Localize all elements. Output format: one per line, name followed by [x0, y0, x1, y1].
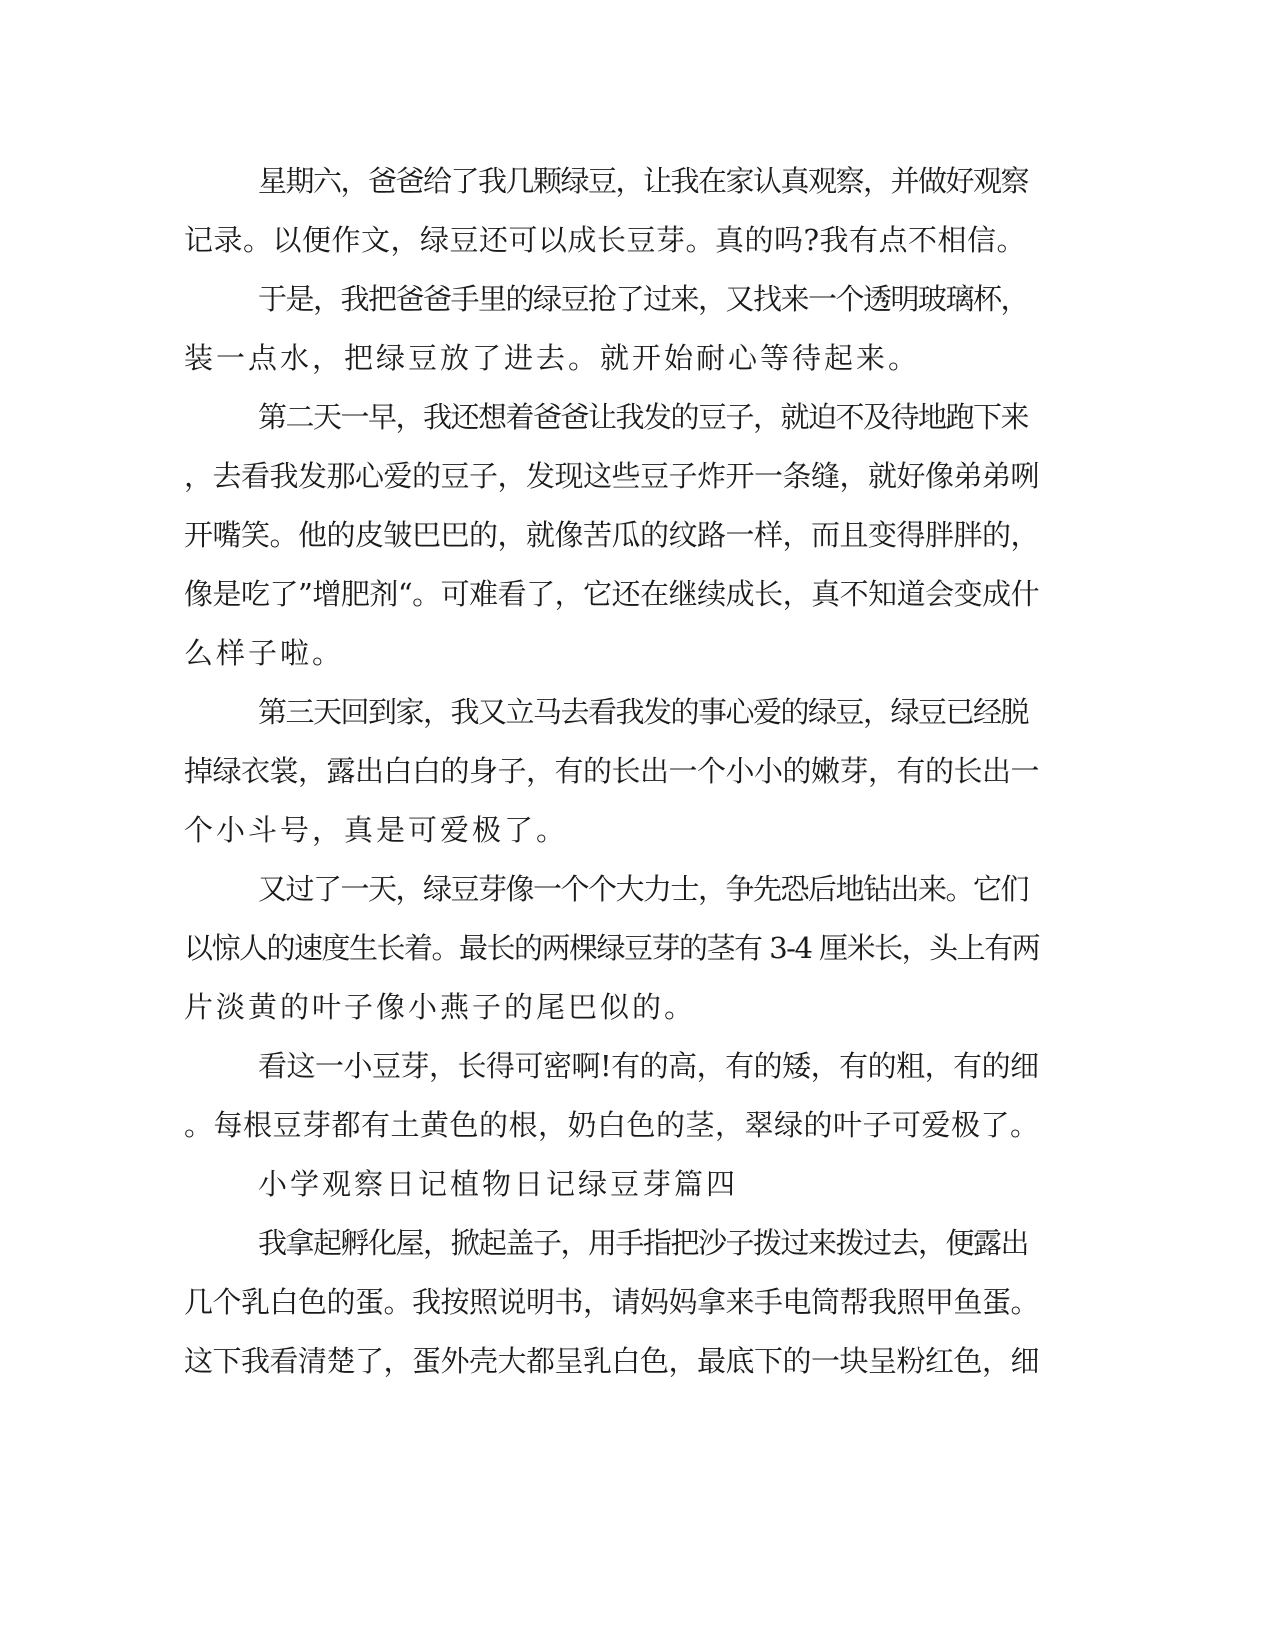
paragraph-line: 记录。以便作文，绿豆还可以成长豆芽。真的吗?我有点不相信。	[184, 223, 1027, 257]
paragraph-line: 第二天一早，我还想着爸爸让我发的豆子，就迫不及待地跑下来	[258, 400, 1029, 434]
paragraph-line: 看这一小豆芽，长得可密啊!有的高，有的矮，有的粗，有的细	[258, 1049, 1039, 1083]
paragraph-line: 。每根豆芽都有土黄色的根，奶白色的茎，翠绿的叶子可爱极了。	[184, 1108, 1040, 1142]
paragraph-line: 装一点水，把绿豆放了进去。就开始耐心等待起来。	[184, 341, 921, 375]
paragraph-line: 像是吃了”增肥剂“。可难看了，它还在继续成长，真不知道会变成什	[184, 577, 1040, 611]
paragraph-line: 么样子啦。	[184, 636, 345, 670]
paragraph-line: 几个乳白色的蛋。我按照说明书，请妈妈拿来手电筒帮我照甲鱼蛋。	[184, 1285, 1040, 1319]
paragraph-line: 又过了一天，绿豆芽像一个个大力士，争先恐后地钻出来。它们	[258, 872, 1029, 906]
paragraph-line: 第三天回到家，我又立马去看我发的事心爱的绿豆，绿豆已经脱	[258, 695, 1029, 729]
paragraph-line: 以惊人的速度生长着。最长的两棵绿豆芽的茎有 3-4 厘米长，头上有两	[184, 931, 1040, 965]
paragraph-line: 开嘴笑。他的皮皱巴巴的，就像苦瓜的纹路一样，而且变得胖胖的，	[184, 518, 1040, 552]
paragraph-line: ，去看我发那心爱的豆子，发现这些豆子炸开一条缝，就好像弟弟咧	[184, 459, 1040, 493]
paragraph-line: 片淡黄的叶子像小燕子的尾巴似的。	[184, 990, 697, 1024]
paragraph-line: 掉绿衣裳，露出白白的身子，有的长出一个小小的嫩芽，有的长出一	[184, 754, 1040, 788]
paragraph-line: 我拿起孵化屋，掀起盖子，用手指把沙子拨过来拨过去，便露出	[258, 1226, 1029, 1260]
paragraph-line: 个小斗号，真是可爱极了。	[184, 813, 569, 847]
section-heading: 小学观察日记植物日记绿豆芽篇四	[258, 1167, 739, 1201]
paragraph-line: 于是，我把爸爸手里的绿豆抢了过来，又找来一个透明玻璃杯，	[258, 282, 1029, 316]
paragraph-line: 这下我看清楚了，蛋外壳大都呈乳白色，最底下的一块呈粉红色，细	[184, 1344, 1040, 1378]
paragraph-line: 星期六，爸爸给了我几颗绿豆，让我在家认真观察，并做好观察	[258, 164, 1029, 198]
